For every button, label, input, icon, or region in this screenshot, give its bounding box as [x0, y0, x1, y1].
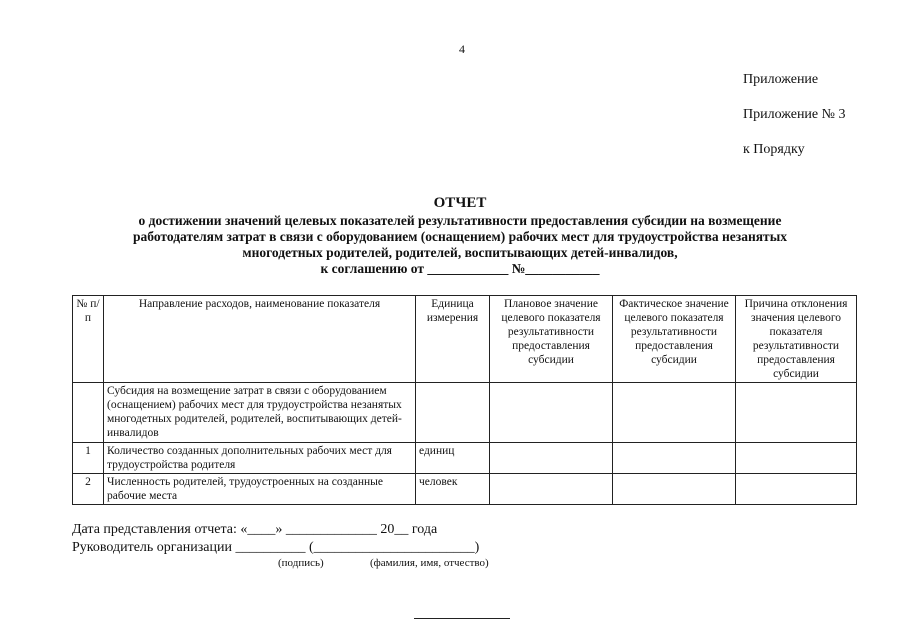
- planned-value-cell: [490, 383, 613, 443]
- appendix-procedure-label: к Порядку: [743, 142, 805, 157]
- header-indicator-name: Направление расходов, наименование показателя: [104, 296, 416, 383]
- header-unit: Единица измерения: [416, 296, 490, 383]
- appendix-number-label: Приложение № 3: [743, 107, 846, 122]
- full-name-caption: (фамилия, имя, отчество): [370, 557, 489, 569]
- actual-value-cell: [613, 383, 736, 443]
- table-row: [73, 474, 857, 505]
- table-row: [73, 383, 857, 443]
- actual-value-cell: [613, 474, 736, 505]
- header-deviation-reason: Причина отклонения значения целевого показателя результативности предоставления субсидии: [736, 296, 857, 383]
- unit-cell: единиц: [416, 443, 490, 474]
- bottom-divider: [414, 618, 510, 619]
- report-title-block: [60, 194, 860, 277]
- deviation-reason-cell: [736, 474, 857, 505]
- report-subtitle-line-1: о достижении значений целевых показателей результативности предоставления субсидии на возмещение: [138, 213, 782, 228]
- header-row-number: № п/п: [73, 296, 104, 383]
- deviation-reason-cell: [736, 443, 857, 474]
- planned-value-cell: [490, 474, 613, 505]
- row-number-cell: 1: [73, 443, 104, 474]
- page-number: 4: [459, 42, 465, 56]
- table-header-row: [73, 296, 857, 383]
- table-row: [73, 443, 857, 474]
- appendix-label: Приложение: [743, 72, 819, 87]
- signature-caption: (подпись): [278, 557, 324, 569]
- indicator-name-cell: Субсидия на возмещение затрат в связи с оборудованием (оснащением) рабочих мест для трудоустройства незанятых многодетных родителей, родителей, воспитывающих детей-инвалидов: [104, 383, 416, 443]
- unit-cell: [416, 383, 490, 443]
- header-actual-value: Фактическое значение целевого показателя результативности предоставления субсидии: [613, 296, 736, 383]
- organization-head-line: Руководитель организации __________ (_______________________): [72, 540, 480, 555]
- deviation-reason-cell: [736, 383, 857, 443]
- unit-cell: человек: [416, 474, 490, 505]
- agreement-reference-line: к соглашению от ____________ №___________: [320, 261, 600, 276]
- header-planned-value: Плановое значение целевого показателя результативности предоставления субсидии: [490, 296, 613, 383]
- actual-value-cell: [613, 443, 736, 474]
- indicator-name-cell: Численность родителей, трудоустроенных на созданные рабочие места: [104, 474, 416, 505]
- report-subtitle-line-3: многодетных родителей, родителей, воспитывающих детей-инвалидов,: [242, 245, 678, 260]
- indicator-name-cell: Количество созданных дополнительных рабочих мест для трудоустройства родителя: [104, 443, 416, 474]
- planned-value-cell: [490, 443, 613, 474]
- row-number-cell: 2: [73, 474, 104, 505]
- report-table: [72, 295, 857, 505]
- row-number-cell: [73, 383, 104, 443]
- report-title: ОТЧЕТ: [433, 195, 487, 211]
- report-date-line: Дата представления отчета: «____» _____________ 20__ года: [72, 522, 438, 537]
- report-subtitle-line-2: работодателям затрат в связи с оборудованием (оснащением) рабочих мест для трудоустройства незанятых: [133, 229, 787, 244]
